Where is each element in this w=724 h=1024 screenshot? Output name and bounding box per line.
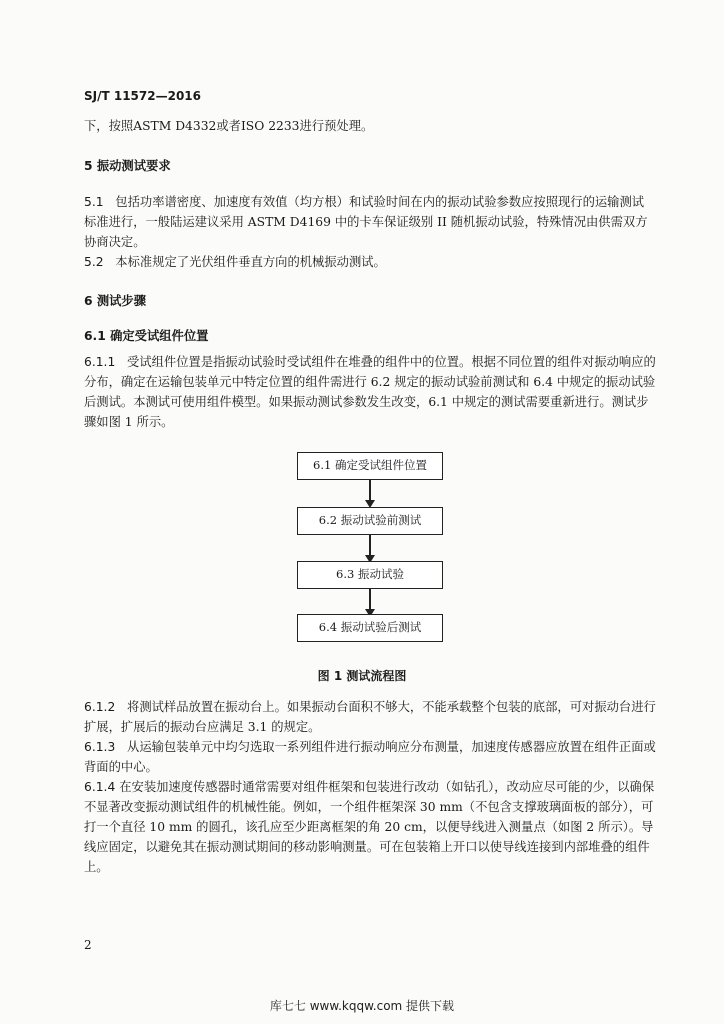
paragraph-text: 将测试样品放置在振动台上。如果振动台面积不够大，不能承载整个包装的底部，可对振动台进行扩展，扩展后的振动台应满足 3.1 的规定。 — [84, 700, 656, 734]
paragraph-5-2 — [84, 252, 656, 272]
paragraph-5-1 — [84, 192, 656, 252]
section-6-heading: 6 测试步骤 — [84, 294, 147, 308]
paragraph-text: 从运输包装单元中均匀选取一系列组件进行振动响应分布测量，加速度传感器应放置在组件正面或背面的中心。 — [84, 740, 656, 774]
paragraph-number: 6.1.4 — [84, 780, 116, 794]
paragraph-6-1-3 — [84, 737, 656, 777]
page-number: 2 — [84, 938, 92, 952]
flow-step-4: 6.4 振动试验后测试 — [297, 614, 443, 642]
paragraph-6-1-4 — [84, 777, 656, 877]
paragraph-text: 受试组件位置是指振动试验时受试组件在堆叠的组件中的位置。根据不同位置的组件对振动响应的分布，确定在运输包装单元中特定位置的组件需进行 6.2 规定的振动试验前测试和 6.4 中规定的振动试验后测试。本测试可使用组件模型。如果振动测试参数发生改变，6.1 中规定的测试需要重新进行。测试步骤如图 1 所示。 — [84, 355, 656, 429]
footer-watermark: 库七七 www.kqqw.com 提供下载 — [269, 999, 455, 1013]
section-5-heading: 5 振动测试要求 — [84, 159, 171, 173]
flow-step-3: 6.3 振动试验 — [297, 561, 443, 589]
paragraph-number: 6.1.3 — [84, 740, 116, 754]
continued-paragraph: 下，按照ASTM D4332或者ISO 2233进行预处理。 — [84, 119, 374, 133]
paragraph-6-1-2 — [84, 697, 656, 737]
paragraph-text: 包括功率谱密度、加速度有效值（均方根）和试验时间在内的振动试验参数应按照现行的运输测试标准进行，一般陆运建议采用 ASTM D4169 中的卡车保证级别 II 随机振动试验，特殊情况由供需双方协商决定。 — [84, 195, 648, 249]
paragraph-text: 本标准规定了光伏组件垂直方向的机械振动测试。 — [115, 255, 386, 269]
paragraph-number: 6.1.2 — [84, 700, 116, 714]
flow-connector — [369, 589, 371, 611]
flow-connector — [369, 535, 371, 557]
paragraph-number: 5.1 — [84, 195, 104, 209]
section-6-1-heading: 6.1 确定受试组件位置 — [84, 329, 209, 343]
paragraph-number: 6.1.1 — [84, 355, 116, 369]
paragraph-6-1-1 — [84, 352, 656, 432]
document-id: SJ/T 11572—2016 — [84, 89, 201, 103]
flow-step-1: 6.1 确定受试组件位置 — [297, 452, 443, 480]
figure-caption: 图 1 测试流程图 — [317, 669, 407, 683]
flow-step-2: 6.2 振动试验前测试 — [297, 507, 443, 535]
paragraph-text: 在安装加速度传感器时通常需要对组件框架和包装进行改动（如钻孔），改动应尽可能的少，以确保不显著改变振动测试组件的机械性能。例如，一个组件框架深 30 mm（不包含支撑玻璃面板的部分），可打一个直径 10 mm 的圆孔，该孔应至少距离框架的角 20 cm，以便导线进入测量点（如图 2 所示）。导线应固定，以避免其在振动测试期间的移动影响测量。可在包装箱上开口以使导线连接到内部堆叠的组件上。 — [84, 780, 655, 874]
paragraph-number: 5.2 — [84, 255, 104, 269]
flow-connector — [369, 480, 371, 502]
